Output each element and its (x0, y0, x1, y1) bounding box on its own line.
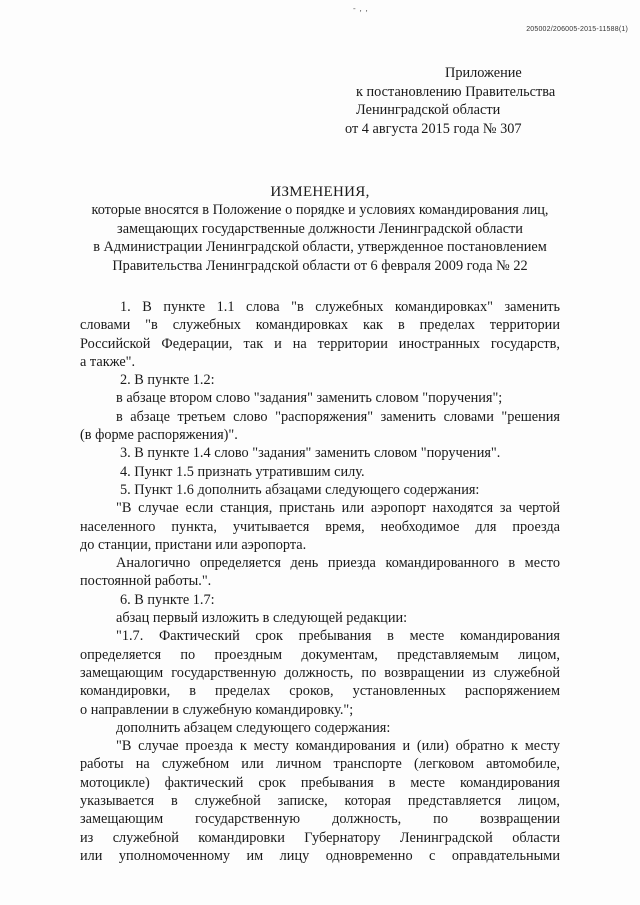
body-line: 6. В пункте 1.7: (120, 591, 215, 608)
scan-mark: - , , (353, 4, 369, 13)
body-line: 2. В пункте 1.2: (120, 372, 215, 389)
body-line: дополнить абзацем следующего содержания: (116, 719, 391, 736)
appendix-line: к постановлению Правительства (356, 84, 556, 100)
body-line: "1.7. Фактический срок пребывания в месте командирования (116, 628, 560, 645)
body-line: постоянной работы.". (80, 573, 212, 590)
body-line: 3. В пункте 1.4 слово "задания" заменить словом "поручения". (120, 445, 501, 462)
body-line: (в форме распоряжения)". (80, 427, 238, 444)
body-line: до станции, пристани или аэропорта. (80, 536, 307, 553)
body-line: Российской Федерации, так и на территории иностранных государств, (80, 335, 560, 352)
body-line: или уполномоченному им лицу одновременно с оправдательными (80, 847, 560, 864)
appendix-line: Ленинградской области (356, 102, 501, 118)
body-line: 5. Пункт 1.6 дополнить абзацами следующего содержания: (120, 481, 480, 498)
body-line: населенного пункта, учитывается время, необходимое для проезда (80, 518, 560, 535)
body-line: 4. Пункт 1.5 признать утратившим силу. (120, 463, 365, 480)
body-line: Аналогично определяется день приезда командированного в место (116, 555, 560, 572)
body-line: в абзаце третьем слово "распоряжения" заменить словами "решения (116, 408, 560, 425)
document-title: ИЗМЕНЕНИЯ, (270, 184, 370, 200)
body-line: "В случае проезда к месту командирования и (или) обратно к месту (116, 738, 560, 755)
document-code: 205002/206005-2015-11588(1) (526, 26, 628, 33)
body-line: в абзаце втором слово "задания" заменить словом "поручения"; (116, 390, 503, 407)
body-line: о направлении в служебную командировку."; (80, 701, 354, 718)
document-body (80, 298, 560, 865)
subtitle-line: которые вносятся в Положение о порядке и условиях командирования лиц, (91, 202, 549, 218)
subtitle-line: Правительства Ленинградской области от 6 февраля 2009 года № 22 (112, 257, 528, 274)
body-line: а также". (80, 353, 136, 370)
body-line: определяется по проездным документам, представляемым лицом, (80, 646, 560, 663)
body-line: замещающим государственную должность, по возвращении (80, 811, 560, 828)
body-line: мотоцикле) фактический срок пребывания в месте командирования (80, 774, 560, 791)
body-line: замещающим государственную должность, по возвращении из служебной (80, 664, 560, 681)
body-line: словами "в служебных командировках как в пределах территории (80, 317, 560, 334)
body-line: 1. В пункте 1.1 слова "в служебных командировках" заменить (120, 299, 560, 315)
body-line: из служебной командировки Губернатору Ленинградской области (80, 829, 560, 846)
body-line: работы на служебном или личном транспорте (легковом автомобиле, (80, 756, 560, 773)
appendix-line: от 4 августа 2015 года № 307 (345, 121, 522, 137)
appendix-line: Приложение (445, 65, 522, 81)
subtitle-line: замещающих государственные должности Ленинградской области (117, 220, 523, 237)
body-line: абзац первый изложить в следующей редакции: (116, 610, 408, 627)
body-line: указывается в служебной записке, которая представляется лицом, (80, 793, 560, 810)
body-line: "В случае если станция, пристань или аэропорт находятся за чертой (116, 500, 560, 517)
document-subtitle (40, 201, 600, 275)
body-line: командировки, в пределах сроков, установленных распоряжением (80, 683, 560, 700)
subtitle-line: в Администрации Ленинградской области, утвержденное постановлением (93, 239, 547, 255)
